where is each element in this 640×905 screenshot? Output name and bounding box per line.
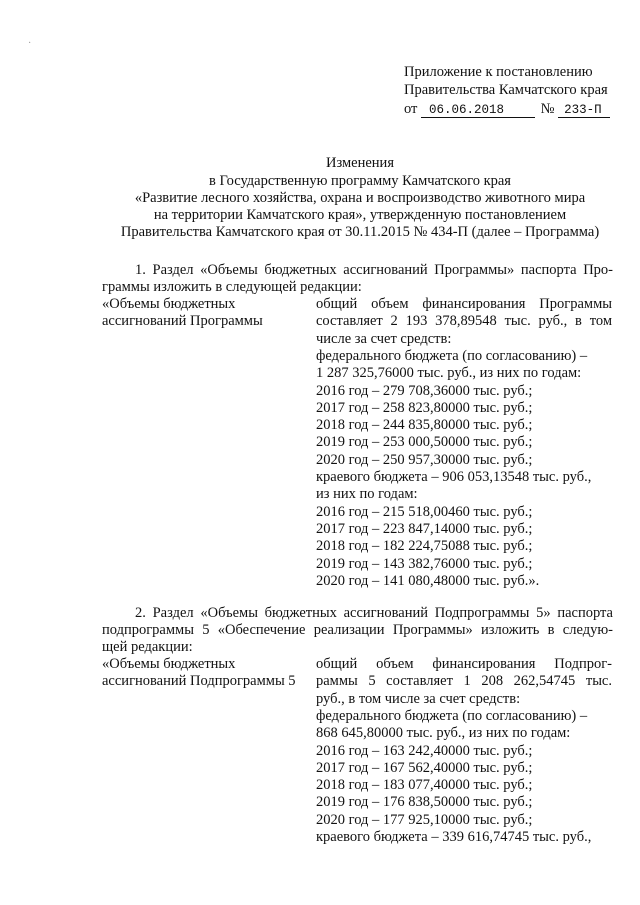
section1-value-line: 2018 год – 182 224,75088 тыс. руб.; — [316, 538, 533, 555]
section1-value-line: 2017 год – 223 847,14000 тыс. руб.; — [316, 520, 533, 537]
number-label: № — [540, 101, 555, 117]
section1-value-line: 2020 год – 250 957,30000 тыс. руб.; — [316, 451, 533, 468]
section1-value-line: 2016 год – 279 708,36000 тыс. руб.; — [316, 382, 533, 399]
section1-value-line: 2017 год – 258 823,80000 тыс. руб.; — [316, 399, 533, 416]
approval-line-1: Приложение к постановлению — [404, 64, 593, 80]
section1-value-line: федерального бюджета (по согласованию) – — [316, 347, 588, 364]
section2-value-line: федерального бюджета (по согласованию) – — [316, 707, 588, 724]
section2-value-line: 2018 год – 183 077,40000 тыс. руб.; — [316, 777, 533, 794]
section2-value-line: руб., в том числе за счет средств: — [316, 690, 521, 707]
section2-intro-line-1: 2. Раздел «Объемы бюджетных ассигнований Подпрограммы 5» паспорта — [135, 605, 613, 621]
section1-value-line: 2020 год – 141 080,48000 тыс. руб.». — [316, 572, 540, 589]
section2-label-line-2: ассигнований Подпрограммы 5 — [102, 673, 296, 689]
section1-value-line: краевого бюджета – 906 053,13548 тыс. руб., — [316, 469, 592, 485]
section1-value-line: 1 287 325,76000 тыс. руб., из них по годам: — [316, 365, 582, 382]
section2-value-line: краевого бюджета – 339 616,74745 тыс. руб., — [316, 829, 592, 845]
approval-line-2: Правительства Камчатского края — [404, 82, 608, 98]
section1-value-line: составляет 2 193 378,89548 тыс. руб., в том — [316, 313, 612, 330]
section1-value-line: из них по годам: — [316, 486, 418, 503]
approval-date: 06.06.2018 — [421, 103, 535, 118]
section2-value-line: 868 645,80000 тыс. руб., из них по годам: — [316, 725, 571, 742]
section1-intro-line-1: 1. Раздел «Объемы бюджетных ассигнований Программы» паспорта Про- — [135, 262, 613, 278]
title-line-4: на территории Камчатского края», утвержденную постановлением — [153, 207, 567, 223]
section2-value-line: 2016 год – 163 242,40000 тыс. руб.; — [316, 742, 533, 759]
section1-label-line-1: «Объемы бюджетных — [102, 296, 236, 312]
section2-value-line: раммы 5 составляет 1 208 262,54745 тыс. — [316, 673, 612, 690]
section1-value-line: 2016 год – 215 518,00460 тыс. руб.; — [316, 503, 533, 520]
section1-value-line: 2019 год – 143 382,76000 тыс. руб.; — [316, 555, 533, 572]
section2-value-line: 2020 год – 177 925,10000 тыс. руб.; — [316, 811, 533, 828]
section2-value-line: 2019 год – 176 838,50000 тыс. руб.; — [316, 794, 533, 811]
section2-intro-line-3: щей редакции: — [102, 639, 193, 655]
section1-intro-line-2: граммы изложить в следующей редакции: — [102, 279, 362, 295]
section2-label-line-1: «Объемы бюджетных — [102, 656, 236, 672]
section1-value-line: общий объем финансирования Программы — [316, 296, 612, 312]
title-line-1: Изменения — [326, 155, 394, 171]
approval-number: 233-П — [558, 103, 610, 118]
section2-value-line: общий объем финансирования Подпрог- — [316, 656, 612, 672]
section1-value-line: числе за счет средств: — [316, 330, 452, 347]
title-line-5: Правительства Камчатского края от 30.11.2015 № 434-П (далее – Программа) — [120, 224, 600, 240]
approval-date-line — [404, 101, 610, 118]
title-line-2: в Государственную программу Камчатского края — [209, 173, 511, 189]
scan-mark: · — [28, 38, 32, 49]
section2-value-line: 2017 год – 167 562,40000 тыс. руб.; — [316, 759, 533, 776]
from-label: от — [404, 101, 418, 117]
section1-value-line: 2018 год – 244 835,80000 тыс. руб.; — [316, 417, 533, 434]
title-line-3: «Развитие лесного хозяйства, охрана и воспроизводство животного мира — [134, 190, 586, 206]
section2-intro-line-2: подпрограммы 5 «Обеспечение реализации Программы» изложить в следую- — [102, 622, 613, 638]
section1-value-line: 2019 год – 253 000,50000 тыс. руб.; — [316, 434, 533, 451]
section1-label-line-2: ассигнований Программы — [102, 313, 263, 329]
